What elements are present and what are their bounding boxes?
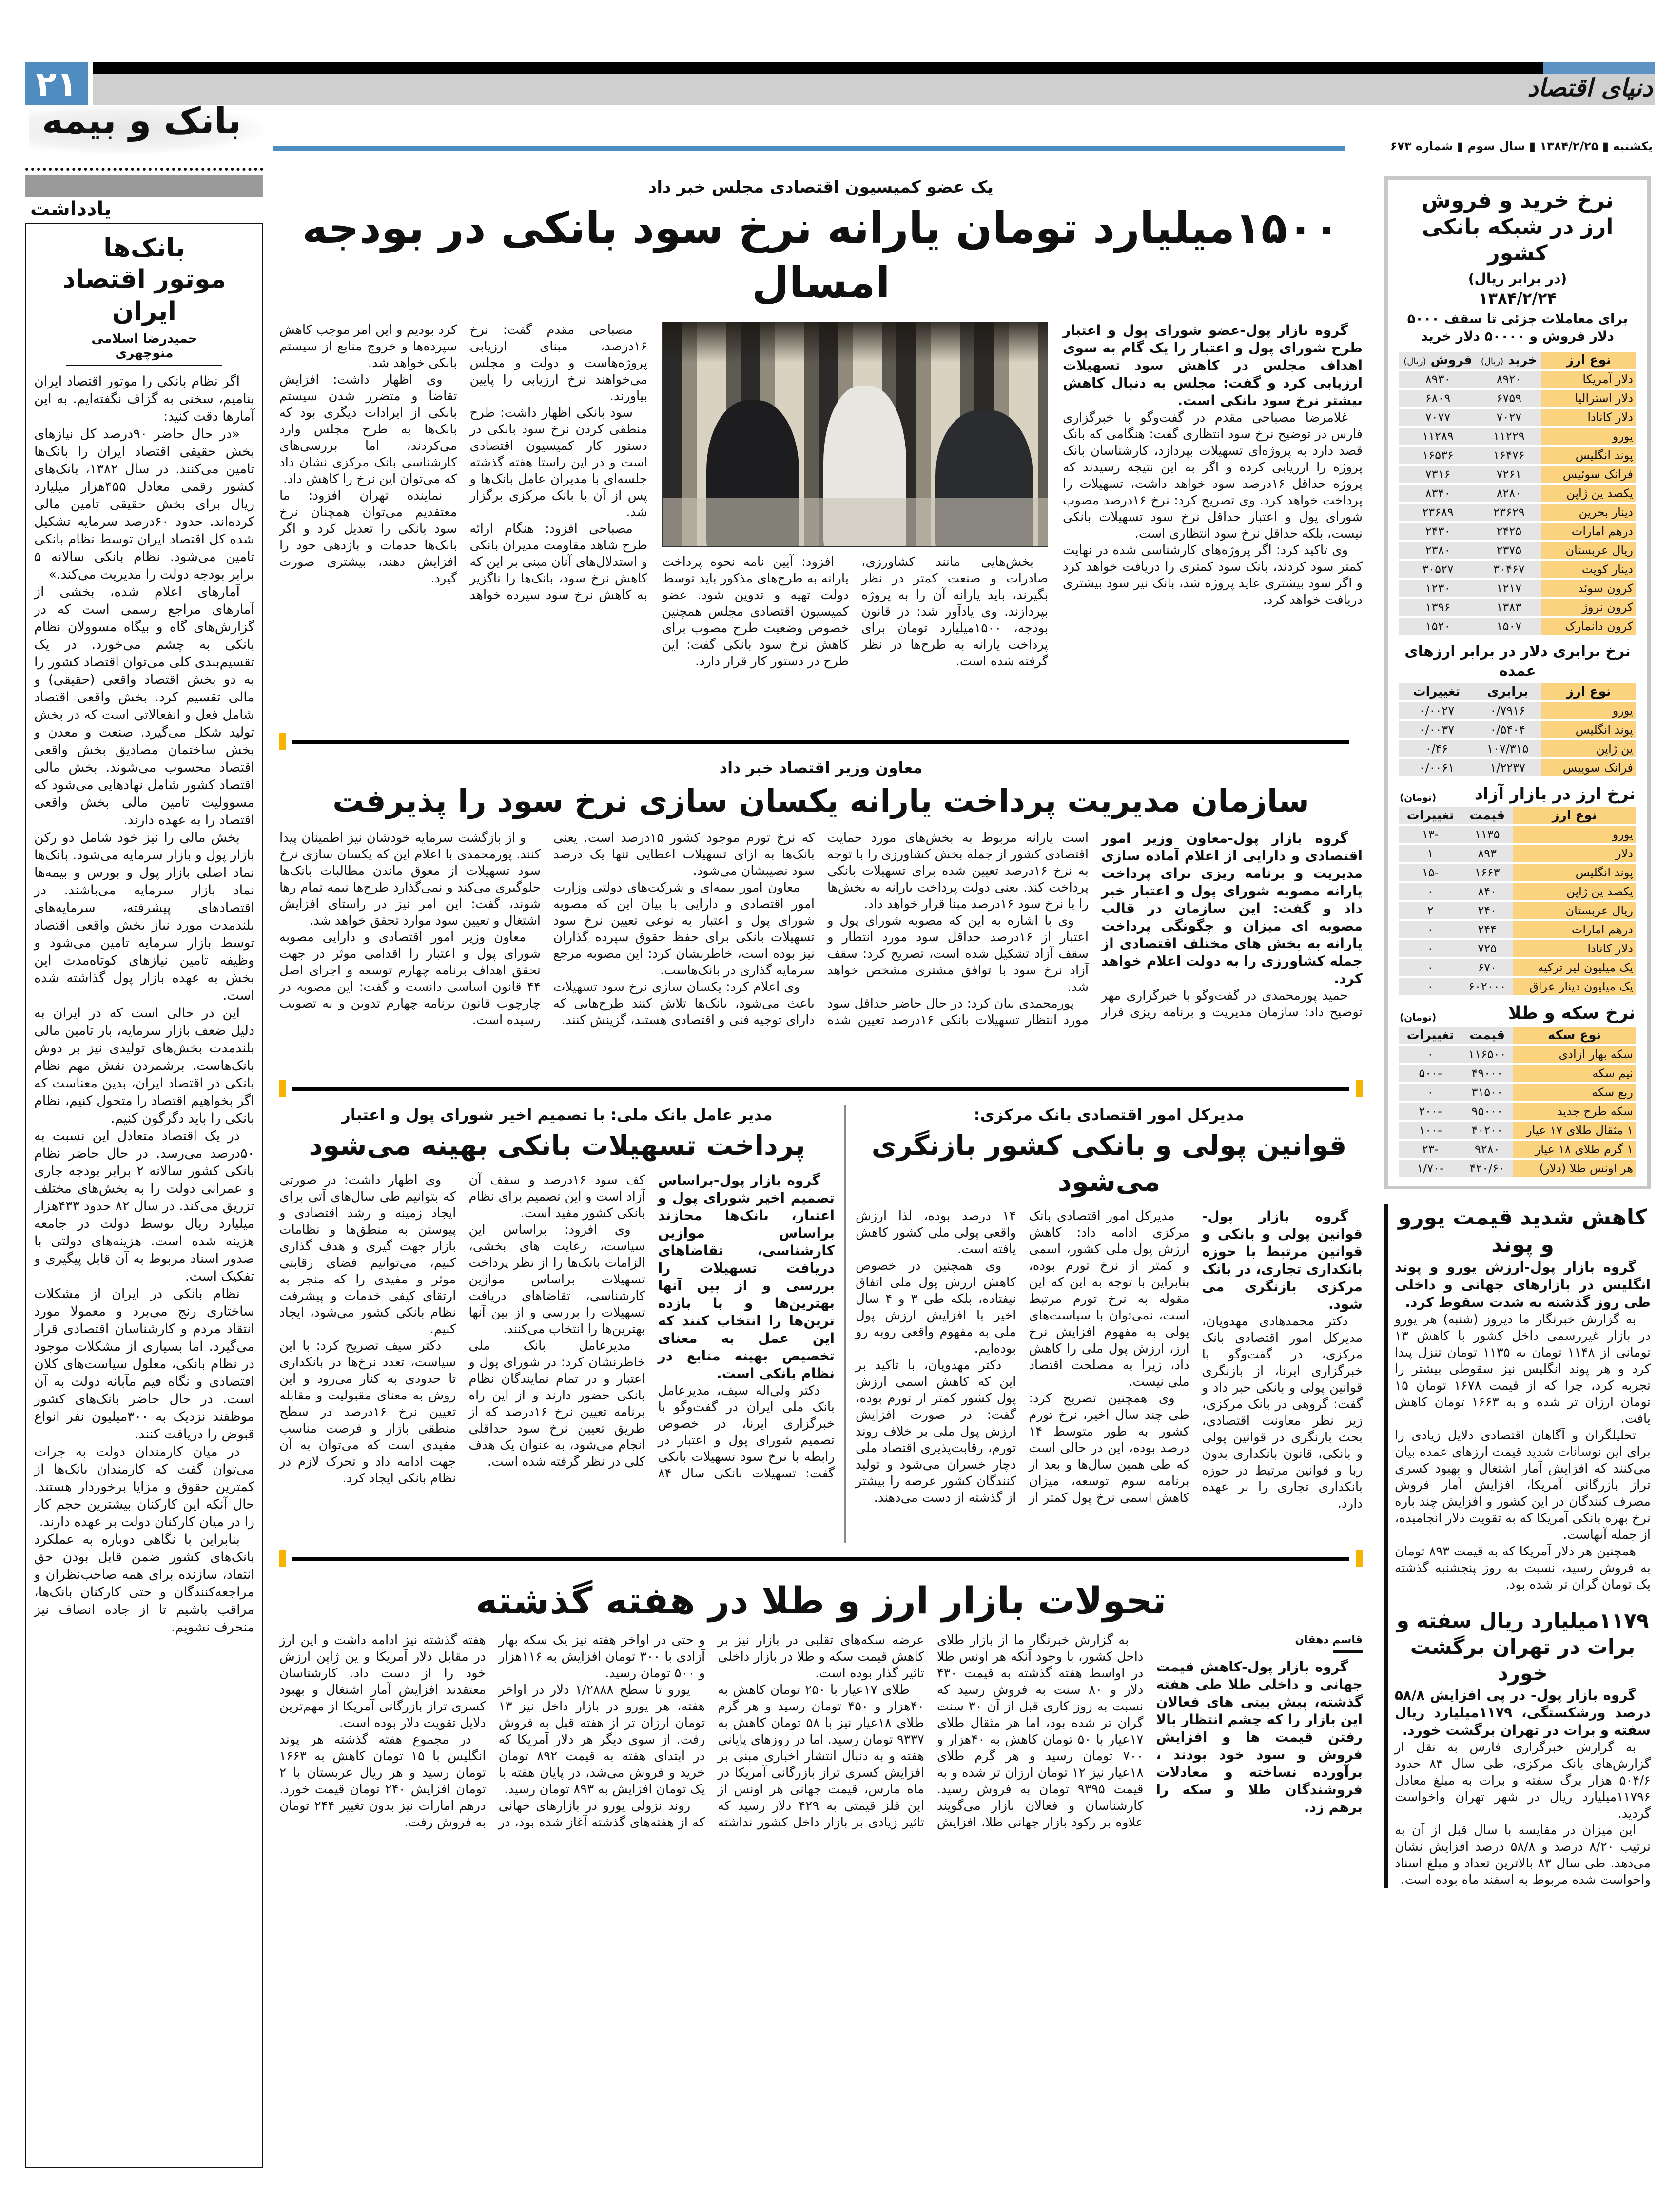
unit-label: (ریال) (1403, 356, 1426, 367)
cell-name: فرانک سوییس (1541, 759, 1636, 776)
cell-buy: ۱۲۱۷ (1477, 580, 1541, 597)
cell-sell: ۱۶۵۳۶ (1399, 447, 1477, 464)
cell-change: -۵۰۰ (1399, 1065, 1462, 1082)
cell-sell: ۱۱۲۸۹ (1399, 428, 1477, 445)
cell-buy: ۲۴۲۵ (1477, 523, 1541, 540)
cell-change: -۱/۷۰ (1399, 1160, 1462, 1177)
table-header-row (1399, 352, 1636, 369)
col-header-currency: نوع ارز (1541, 352, 1636, 369)
cell-change: -۲۳ (1399, 1141, 1462, 1158)
paragraph: به گزارش خبرگزاری فارس به نقل از گزارش‌های بانک مرکزی، طی سال ۸۳ حدود ۵۰۴/۶ هزار برگ سفته و برات به مبلغ معادل ۱۱۷۹۶میلیارد ریال در شهر تهران واخواست گردید. (1395, 1740, 1651, 1821)
paragraph: دکتر مهدویان، با تاکید بر این که کاهش اسمی ارزش پول کشور کمتر از تورم بوده، گفت: در صورت افزایش ارزش پول ملی بر خلاف روند تورم، رقابت‌پذیری اقتصاد ملی دچار خسران می‌شود و تولید کنندگان کشور عرصه را بیشتر از گذشته از دست می‌دهند. (856, 1358, 1016, 1505)
cell-buy: ۲۳۷۵ (1477, 542, 1541, 559)
paragraph: بنابراین با نگاهی دوباره به عملکرد بانک‌های کشور ضمن قابل بودن حق انتقاد، سازنده برای همه صاحب‌نظران و مراجعه‌کنندگان و حتی کارکنان بانک‌ها، مراقب باشیم تا از جاده انصاف نیز منحرف نشویم. (34, 1532, 254, 1635)
table-row (1399, 561, 1636, 578)
main-article-col-right (1063, 322, 1363, 608)
cell-price: ۸۴۰ (1462, 883, 1513, 900)
section-rule (279, 1550, 1363, 1570)
gold-unit: (تومان) (1400, 1011, 1437, 1023)
cell-price: ۹۵۰۰۰ (1462, 1103, 1513, 1120)
cell-price: ۱۶۶۳ (1462, 864, 1513, 881)
paragraph: افزود: آیین نامه نحوه پرداخت یارانه به طرح‌های مذکور باید توسط دولت تهیه و تدوین شود. عضو کمیسیون اقتصادی مجلس همچنین خصوص وضعیت طرح مصوب برای کاهش نرخ سود بانکی گفت: این طرح در دستور کار قرار دارد. (662, 555, 849, 669)
free-market-title: نرخ ارز در بازار آزاد (1474, 784, 1636, 804)
paragraph: نظام بانکی در ایران از مشکلات ساختاری رنج می‌برد و معمولا مورد انتقاد مردم و کارشناسان اقتصادی قرار می‌گیرد. اما بسیاری از مشکلات موجود در نظام بانکی، معلول سیاست‌های کلان اقتصادی و نگاه قیم مآبانه دولت به آن است. در حال حاضر بانک‌های کشور موظفند نزدیک به ۳۰۰میلیون نفر انواع قبوض را دریافت کنند. (34, 1286, 254, 1442)
table-row (1399, 523, 1636, 540)
table-row (1399, 1065, 1636, 1082)
paragraph: سود بانکی اظهار داشت: طرح منطقی کردن نرخ سود بانکی در دستور کار کمیسیون اقتصادی است و در این راستا هفته گذشته جلسه‌ای با مدیران عامل بانک‌ها و پس از آن با بانک مرکزی برگزار شد. (469, 406, 647, 520)
paragraph: وی همچنین در خصوص کاهش ارزش پول ملی اتفاق نیفتاده، بلکه طی ۳ و ۴ سال اخیر با افزایش ارزش پول ملی به مفهوم واقعی روبه رو بوده‌ایم. (856, 1259, 1016, 1356)
cell-buy: ۱۵۰۷ (1477, 618, 1541, 635)
table-header-row (1399, 1027, 1636, 1044)
rates-currency-note: (در برابر ریال) (1468, 271, 1567, 287)
subsidy-kicker: معاون وزیر اقتصاد خبر داد (719, 758, 923, 777)
weekly-body (279, 1632, 1363, 1831)
col-header-change: تغییرات (1399, 807, 1462, 824)
weekly-byline: قاسم دهقان (1295, 1634, 1363, 1646)
dotted-rule (25, 168, 263, 175)
euro-body (1395, 1259, 1651, 1593)
laws-article (856, 1105, 1363, 1512)
col-header-change: تغییرات (1399, 683, 1474, 700)
cell-change: -۱۰۰ (1399, 1122, 1462, 1139)
cell-price: ۱۱۳۵ (1462, 826, 1513, 843)
table-row (1399, 409, 1636, 426)
cell-price: ۲۴۰ (1462, 902, 1513, 919)
free-market-table (1399, 805, 1636, 997)
cell-price: ۲۴۴ (1462, 921, 1513, 938)
cell-change: ۰ (1399, 940, 1462, 957)
table-row (1399, 1103, 1636, 1120)
subsidy-headline: سازمان مدیریت پرداخت یارانه یکسان سازی نرخ سود را پذیرفت (332, 783, 1309, 819)
cell-name: یورو (1541, 428, 1636, 445)
cell-change: -۱۵ (1399, 864, 1462, 881)
paragraph: آمارهای اعلام شده، بخشی از آمارهای مراجع رسمی است که در گزارش‌های گاه و بیگاه مسوولان نظام بانکی به چشم می‌خورد. در یک تقسیم‌بندی کلی می‌توان اقتصاد کشور را به دو بخش اقتصاد واقعی (حقیقی) و مالی تقسیم کرد. بخش واقعی اقتصاد شامل فعل و انفعالاتی است که در بخش تولید شکل می‌گیرد. صنعت و معدن و بخش ساختمان مصادیق بخش واقعی اقتصاد محسوب می‌شوند. بخش مالی اقتصاد کشور شامل نهادهایی می‌شود که مسوولیت تامین مالی بخش واقعی اقتصاد را به عهده دارند. (34, 584, 254, 828)
bank-rates-table (1399, 349, 1636, 637)
dollar-parity-table (1399, 681, 1636, 778)
byline-rule (1333, 1650, 1363, 1653)
cell-rate: ۰/۷۹۱۶ (1474, 702, 1541, 719)
cell-change: ۰ (1399, 883, 1462, 900)
dateline: یکشنبه ▮ ۱۳۸۴/۲/۲۵ ▮ سال سوم ▮ شماره ۶۷۳ (1390, 139, 1653, 153)
cell-buy: ۲۳۶۲۹ (1477, 504, 1541, 521)
table-row (1399, 599, 1636, 616)
table-row (1399, 1046, 1636, 1063)
col-header-coin: نوع سکه (1513, 1027, 1636, 1044)
rule-line (292, 740, 1349, 744)
cell-name: ۱ مثقال طلای ۱۷ عیار (1513, 1122, 1636, 1139)
free-market-unit: (تومان) (1400, 792, 1437, 803)
cell-sell: ۱۲۳۰ (1399, 580, 1477, 597)
table-row (1399, 485, 1636, 502)
notes-body (1395, 1687, 1651, 1888)
rates-limit-note: برای معاملات جزئی تا سقف ۵۰۰۰ دلار فروش و ۵۰۰۰۰ دلار خرید (1407, 311, 1628, 344)
cell-name: دینار بحرین (1541, 504, 1636, 521)
laws-body (856, 1208, 1363, 1512)
cell-price: ۴۰۲۰۰ (1462, 1122, 1513, 1139)
cell-name: دلار آمریکا (1541, 371, 1636, 388)
cell-name: پوند انگلیس (1541, 447, 1636, 464)
gold-title: نرخ سکه و طلا (1508, 1003, 1636, 1023)
editorial-author: حمیدرضا اسلامی منوچهری (66, 331, 222, 366)
paragraph: مدیرکل امور اقتصادی بانک مرکزی ادامه داد: کاهش ارزش پول ملی کشور، اسمی و کمتر از نرخ تورم بوده، بنابراین با توجه به این که این مقوله به نرخ تورم مرتبط است، نمی‌توان با سیاست‌های پولی به مفهوم افزایش نرخ ارز، ارزش پول ملی را کاهش داد، زیرا به مصلحت اقتصاد ملی نیست. (1029, 1209, 1189, 1389)
table-row (1399, 721, 1636, 738)
bank-office-photo (662, 322, 1048, 547)
main-article-col-left (279, 322, 647, 603)
paragraph: وی اظهار داشت: در صورتی که بتوانیم طی سال‌های آتی برای ایجاد زمینه و رشد اقتصادی و پیوستن به منطق‌ها و نظامات بازار جهت گیری و هدف گذاری کنیم، می‌توانیم فضای رقابتی موثر و مفیدی را که منجر به ارتقای کیفی خدمات و پیشرفت نظام بانکی کشور می‌شود، ایجاد کنیم. (279, 1173, 456, 1337)
cell-price: ۴۹۰۰۰ (1462, 1065, 1513, 1082)
free-market-title-row (1388, 783, 1647, 805)
table-row (1399, 902, 1636, 919)
paragraph: وی اعلام کرد: یکسان سازی نرخ سود تسهیلات باعث می‌شود، بانک‌ها تلاش کنند طرح‌هایی که دارای توجیه فنی و اقتصادی هستند، گزینش کنند. (553, 980, 815, 1028)
two-articles-row (279, 1105, 1363, 1543)
cell-name: درهم امارات (1541, 523, 1636, 540)
cell-name: دینار کویت (1541, 561, 1636, 578)
table-header-row (1399, 683, 1636, 700)
table-row (1399, 702, 1636, 719)
cell-rate: ۰/۵۴۰۴ (1474, 721, 1541, 738)
paragraph: همچنین هر دلار آمریکا که به قیمت ۸۹۳ تومان به فروش رسید، نسبت به روز پنجشنبه گذشته یک تومان گران تر شده بود. (1395, 1544, 1651, 1592)
notes-headline: ۱۱۷۹میلیارد ریال سفته و برات در تهران برگشت خورد (1396, 1609, 1649, 1685)
cell-name: یک میلیون دینار عراق (1513, 978, 1636, 995)
cell-rate: ۱۰۷/۳۱۵ (1474, 740, 1541, 757)
table-row (1399, 978, 1636, 995)
newspaper-logo: دنیای اقتصاد (1527, 73, 1653, 102)
cell-change: ۰/۴۶ (1399, 740, 1474, 757)
cell-buy: ۱۶۴۷۶ (1477, 447, 1541, 464)
euro-paragraphs (1395, 1311, 1651, 1593)
cell-price: ۳۱۵۰۰ (1462, 1084, 1513, 1101)
paragraph: به گزارش خبرنگار ما از بازار طلای داخل کشور، با وجود آنکه هر اونس طلا در اواسط هفته گذشته به قیمت ۴۳۰ دلار و ۸۰ سنت به فروش رسید که نسبت به روز کاری قبل از آن ۳۰ سنت گران تر شده بود، اما هر مثقال طلای ۱۷عیار با ۵۰ تومان کاهش به ۴۰هزار و ۷۰۰ تومان رسید و هر گرم طلای ۱۸عیار نیز ۱۲ تومان ارزان تر شده و به قیمت ۹۳۹۵ تومان به فروش رسید. کارشناسان و فعالان بازار می‌گویند علاوه بر رکود بازار جهانی طلا، افزایش عرضه سکه‌های تقلبی در بازار نیز بر کاهش قیمت سکه و طلا در بازار داخلی تاثیر گذار بوده است. (718, 1633, 1144, 1830)
table-row (1399, 1084, 1636, 1101)
notes-lede: گروه بازار پول- در پی افزایش ۵۸/۸ درصد ورشکستگی، ۱۱۷۹میلیارد ریال سفته و برات در تهران برگشت خورد. (1395, 1687, 1651, 1738)
cell-price: ۴۲۰/۶۰ (1462, 1160, 1513, 1177)
paragraph: در مجموع هفته گذشته هر پوند انگلیس با ۱۵ تومان کاهش به ۱۶۶۳ تومان رسید و هر ریال عربستان با ۲ تومان افزایش ۲۴۰ تومان قیمت خورد. درهم امارات نیز بدون تغییر ۲۴۴ تومان به فروش رفت. (279, 1732, 486, 1830)
col-header-parity: برابری (1474, 683, 1541, 700)
cell-name: ۱ گرم طلای ۱۸ عیار (1513, 1141, 1636, 1158)
euro-headline: کاهش شدید قیمت یورو و پوند (1398, 1205, 1648, 1257)
table-row (1399, 542, 1636, 559)
col-header-change: تغییرات (1399, 1027, 1462, 1044)
cell-price: ۸۹۳ (1462, 845, 1513, 862)
table-row (1399, 390, 1636, 407)
paragraph: وی تاکید کرد: اگر پروژه‌های کارشناسی شده در نهایت کمتر سود کردند، بانک سود کمتری را دریافت خواهد کرد و اگر سود بیشتری عاید پروژه شد، بانک نیز سود بیشتری دریافت خواهد کرد. (1063, 543, 1363, 607)
table-row (1399, 1141, 1636, 1158)
col-header-price: قیمت (1462, 1027, 1513, 1044)
cell-name: ربع سکه (1513, 1084, 1636, 1101)
cell-change: ۰ (1399, 1046, 1462, 1063)
cell-change: -۱۳ (1399, 826, 1462, 843)
paragraph: طلای ۱۷عیار با ۲۵۰ تومان کاهش به ۴۰هزار و ۴۵۰ تومان رسید و هر گرم طلای ۱۸عیار نیز با ۵۸ تومان کاهش به ۹۳۳۷ تومان رسید. اما در روزهای پایانی هفته و به دنبال انتشار اخباری مبنی بر افزایش کسری تراز بازرگانی آمریکا در ماه مارس، قیمت جهانی هر اونس از این فلز قیمتی به ۴۲۹ دلار رسید که تاثیر زیادی بر بازار داخل کشور نداشته و حتی در اواخر هفته نیز یک سکه بهار آزادی با ۳۰۰ تومان افزایش به ۱۱۶هزار و ۵۰۰ تومان رسید. (498, 1633, 924, 1830)
table-row (1399, 504, 1636, 521)
cell-price: ۱۱۶۵۰۰ (1462, 1046, 1513, 1063)
cell-name: ین ژاپن (1541, 740, 1636, 757)
paragraph: پورمحمدی بیان کرد: در حال حاضر حداقل سود مورد انتظار تسهیلات بانکی ۱۶درصد تعیین شده که نرخ تورم موجود کشور ۱۵درصد است. یعنی بانک‌ها به ازای تسهیلات اعطایی تنها یک درصد سود نصیبشان می‌شود. (553, 831, 1089, 1028)
table-row (1399, 864, 1636, 881)
editorial-box (25, 223, 263, 2168)
column-divider (844, 1105, 846, 1543)
cell-name: پوند انگلیس (1513, 864, 1636, 881)
paragraph: «در حال حاضر ۹۰درصد کل نیازهای بخش حقیقی اقتصاد ایران را بانک‌ها تامین می‌کنند. در سال ۱۳۸۲، بانک‌های کشور رقمی معادل ۴۵۵هزار میلیارد ریال برای بخش حقیقی تامین مالی کرده‌اند. حدود ۶۰درصد سرمایه تشکیل شده کل اقتصاد ایران توسط نظام بانکی تامین می‌شود. نظام بانکی سالانه ۵ برابر بودجه دولت را مدیریت می‌کند.» (34, 427, 254, 582)
table-row (1399, 1122, 1636, 1139)
col-header-price: قیمت (1462, 807, 1513, 824)
section-rule (279, 1080, 1363, 1100)
main-headline: ۱۵۰۰میلیارد تومان یارانه نرخ سود بانکی در بودجه امسال (302, 203, 1340, 308)
table-row (1399, 466, 1636, 483)
cell-sell: ۲۴۳۰ (1399, 523, 1477, 540)
notes-article (1384, 1593, 1651, 1888)
cell-buy: ۱۳۸۳ (1477, 599, 1541, 616)
table-row (1399, 826, 1636, 843)
parity-title: نرخ برابری دلار در برابر ارزهای عمده (1404, 643, 1631, 679)
paragraph: یورو تا سطح ۱/۲۸۸۸ دلار در اواخر هفته، هر یورو در بازار داخل نیز ۱۳ تومان ارزان تر از هفته قبل به فروش رفت. از سوی دیگر هر دلار آمریکا که در ابتدای هفته به قیمت ۸۹۲ تومان خرید و فروش می‌شد، در پایان هفته با یک تومان افزایش به ۸۹۳ تومان رسید. (498, 1683, 705, 1797)
weekly-paragraphs (279, 1632, 1143, 1831)
editorial-column (25, 168, 263, 2168)
editorial-title-line2: موتور اقتصاد ایران (62, 265, 226, 326)
cell-name: هر اونس طلا (دلار) (1513, 1160, 1636, 1177)
cell-rate: ۱/۲۲۳۷ (1474, 759, 1541, 776)
cell-name: یکصد ین ژاپن (1513, 883, 1636, 900)
masthead-black-bar (93, 62, 1543, 74)
cell-name: یکصد ین ژاپن (1541, 485, 1636, 502)
table-row (1399, 921, 1636, 938)
cell-name: کرون دانمارک (1541, 618, 1636, 635)
paragraph: وی اظهار داشت: افزایش تقاضا و متضرر شدن سیستم بانکی از ایرادات دیگری بود که بانک‌ها به طرح مجلس وارد می‌کردند، اما بررسی‌های کارشناسی بانک مرکزی نشان داد که می‌توان این نرخ را کاهش داد. (279, 372, 457, 486)
paragraph: وی با اشاره به این که مصوبه شورای پول و اعتبار از ۱۶درصد حداقل سود مورد انتظار و سقف آزاد تشکیل شده است، تصریح کرد: سقف آزاد نرخ سود با توافق مشتری مشخص خواهد شد. (827, 913, 1089, 994)
rule-line (292, 1557, 1349, 1561)
cell-change: ۰/۰۰۶۱ (1399, 759, 1474, 776)
cell-name: ریال عربستان (1513, 902, 1636, 919)
cell-sell: ۲۳۸۰ (1399, 542, 1477, 559)
paragraph: به گزارش خبرنگار ما دیروز (شنبه) هر یورو در بازار غیررسمی داخل کشور با کاهش ۱۳ تومانی از ۱۱۴۸ تومان به ۱۱۳۵ تومان تنزل پیدا کرد و هر پوند انگلیس نیز سقوطی بیشتر را تجربه کرد، چرا که از قیمت ۱۶۷۸ تومان ۱۵ تومان ارزان تر شده و به ۱۶۶۳ تومان کاهش یافت. (1395, 1312, 1651, 1426)
section-tick (1356, 1080, 1363, 1097)
paragraph: معاون وزیر امور اقتصادی و دارایی مصوبه شورای پول و اعتبار را اقدامی موثر در جهت تحقق اهداف برنامه چهارم توسعه و اجرای اصل ۴۴ قانون اساسی دانست و گفت: این مصوبه در چارچوب قانون برنامه چهارم تدوین و به تصویب رسیده است. (279, 930, 541, 1028)
table-row (1399, 371, 1636, 388)
exchange-rates-box (1384, 176, 1651, 1189)
col-header-currency: نوع ارز (1541, 683, 1636, 700)
paragraph: اگر نظام بانکی را موتور اقتصاد ایران بنامیم، سخنی به گزاف نگفته‌ایم. به این آمارها دقت کنید: (34, 374, 254, 424)
subsidy-lede: گروه بازار پول-معاون وزیر امور اقتصادی و دارایی از اعلام آماده سازی مدیریت و برنامه ریزی برای پرداخت یارانه مصوبه شورای پول و اعتبار خبر داد و گفت: این سازمان در قالب مصوبه ای میزان و چگونگی پرداخت یارانه به بخش های مختلف اقتصادی از جمله کشاورزی را به دولت اعلام خواهد کرد. (1101, 830, 1363, 987)
laws-lede: گروه بازار پول- قوانین پولی و بانکی و قوانین مرتبط با حوزه بانکداری تجاری، در بانک مرکزی بازنگری می شود. (1202, 1208, 1363, 1312)
cell-buy: ۸۲۸۰ (1477, 485, 1541, 502)
section-tick (279, 733, 286, 750)
paragraph: در یک اقتصاد متعادل این نسبت به ۵۰درصد می‌رسد. در حال حاضر نظام بانکی کشور سالانه ۲ برابر بودجه جاری و عمرانی دولت را به بخش‌های مختلف تزریق می‌کند. در سال ۸۲ حدود ۴۳۳هزار میلیارد ریال توسط دولت در جامعه هزینه شده است. هزینه‌های دولتی با صدور اسناد مربوط به آن قابل پیگیری و تفکیک است. (34, 1128, 254, 1284)
cell-sell: ۱۵۲۰ (1399, 618, 1477, 635)
rule-line (292, 1087, 1349, 1091)
cell-sell: ۶۸۰۹ (1399, 390, 1477, 407)
paragraph: غلامرضا مصباحی مقدم در گفت‌وگو با خبرگزاری فارس در توضیح نرخ سود انتظاری گفت: هنگامی که بانک قصد دارد به پروژه‌ای تسهیلات بپردازد، کارشناسان بانک پروژه را ارزیابی کرده و اگر به این نتیجه رسیدند که پروژه حداقل ۱۶درصد سود خواهد داشت، تسهیلات را پرداخت خواهد کرد. وی تصریح کرد: نرخ ۱۶درصد مصوب شورای پول و اعتبار حداقل نرخ سود تسهیلات بانکی نیست، بلکه حداقل نرخ سود انتظاری است. (1063, 410, 1363, 541)
cell-buy: ۷۰۲۷ (1477, 409, 1541, 426)
cell-buy: ۳۰۴۶۷ (1477, 561, 1541, 578)
col-header-buy (1477, 352, 1541, 369)
masthead-accent (1543, 62, 1655, 74)
cell-change: ۰ (1399, 921, 1462, 938)
cell-price: ۹۲۸۰ (1462, 1141, 1513, 1158)
cell-change: ۱ (1399, 845, 1462, 862)
cell-name: یورو (1541, 702, 1636, 719)
cell-sell: ۸۳۴۰ (1399, 485, 1477, 502)
cell-name: دلار کانادا (1541, 409, 1636, 426)
euro-article (1384, 1204, 1651, 1593)
col-header-currency: نوع ارز (1513, 807, 1636, 824)
cell-change: ۰ (1399, 1084, 1462, 1101)
cell-name: پوند انگلیس (1541, 721, 1636, 738)
paragraph: نماینده تهران افزود: ما معتقدیم می‌توان همچنان نرخ سود بانکی را تعدیل کرد و اگر بانک‌ها خدمات و بازدهی خود را افزایش دهند، بیشتری صورت گیرد. (279, 488, 457, 586)
paragraph: مدیرعامل بانک ملی خاطرنشان کرد: در شورای پول و اعتبار و در تمام نمایندگان نظام بانکی حضور دارند و از این راه برنامه تعیین نرخ ۱۶درصد که از طریق تعیین نرخ سود حداقلی انجام می‌شود، به عنوان یک هدف کلی در نظر گرفته شده است. (468, 1339, 645, 1469)
paragraph: دکتر ولی‌اله سیف، مدیرعامل بانک ملی ایران در گفت‌وگو با خبرگزاری ایرنا، در خصوص تصمیم شورای پول و اعتبار در رابطه با نرخ سود تسهیلات بانکی گفت: تسهیلات بانکی سال ۸۴ کف سود ۱۶درصد و سقف آن آزاد است و این تصمیم برای نظام بانکی کشور مفید است. (468, 1173, 835, 1481)
table-row (1399, 580, 1636, 597)
paragraph: روند نزولی یورو در بازارهای جهانی که از هفته‌های گذشته آغاز شده بود، در هفته گذشته نیز ادامه داشت و این ارز در مقابل دلار آمریکا و ین ژاپن ارزش خود را از دست داد. کارشناسان معتقدند افزایش آمار اشتغال و بهبود کسری تراز بازرگانی آمریکا از مهم‌ترین دلایل تقویت دلار بوده است. (279, 1633, 705, 1830)
subsidy-body (279, 830, 1363, 1073)
main-kicker: یک عضو کمیسیون اقتصادی مجلس خبر داد (648, 177, 994, 197)
table-row (1399, 959, 1636, 976)
cell-name: یک میلیون لیر ترکیه (1513, 959, 1636, 976)
section-tick (1356, 1550, 1363, 1567)
cell-change: ۰ (1399, 959, 1462, 976)
cell-change: -۲۰۰ (1399, 1103, 1462, 1120)
cell-sell: ۱۳۹۶ (1399, 599, 1477, 616)
cell-change: ۰/۰۰۳۷ (1399, 721, 1474, 738)
paragraph: بخش مالی را نیز خود شامل دو رکن بازار پول و بازار سرمایه می‌شود. بانک‌ها نماد اصلی بازار پول و بورس و بیمه‌ها نماد بازار سرمایه می‌باشند. در اقتصادهای پیشرفته، سرمایه‌های بلندمدت مورد نیاز بخش واقعی اقتصاد توسط بازار سرمایه تامین می‌شود و وظیفه تامین نیازهای کوتاه‌مدت این بخش به عهده بازار پول گذاشته شده است. (34, 830, 254, 1003)
main-area (279, 176, 1363, 1831)
cell-name: نیم سکه (1513, 1065, 1636, 1082)
cell-name: دلار (1513, 845, 1636, 862)
cell-sell: ۳۰۵۲۷ (1399, 561, 1477, 578)
editorial-title-line1: بانک‌ها (103, 233, 185, 263)
paragraph: وی افزود: براساس این سیاست، رعایت های بخشی، الزامات بانک‌ها را از نظر پرداخت تسهیلات براساس موازین کارشناسی، تقاضاهای دریافت تسهیلات را بررسی و از بین آنها بهترین‌ها را انتخاب می‌کنند. (468, 1222, 645, 1337)
header-rule (273, 146, 1345, 151)
paragraph: مصباحی افزود: هنگام ارائه طرح شاهد مقاومت مدیران بانکی و استدلال‌های آنان مبنی بر این که کاهش نرخ سود، بانک‌ها را ناگزیر به کاهش نرخ سود سپرده خواهد کرد بودیم و این امر موجب کاهش سپرده‌ها و خروج منابع از سیستم بانکی خواهد شد. (279, 323, 647, 602)
table-row (1399, 447, 1636, 464)
cell-change: ۰/۰۰۲۷ (1399, 702, 1474, 719)
notes-paragraphs (1395, 1739, 1651, 1888)
table-row (1399, 428, 1636, 445)
cell-name: دلار کانادا (1513, 940, 1636, 957)
cell-price: ۷۲۵ (1462, 940, 1513, 957)
euro-lede: گروه بازار پول-ارزش یورو و پوند انگلیس در بازارهای جهانی و داخلی طی روز گذشته به شدت سقوط کرد. (1395, 1259, 1651, 1310)
rates-title: نرخ خرید و فروش ارز در شبکه بانکی کشور (1421, 188, 1614, 266)
cell-name: درهم امارات (1513, 921, 1636, 938)
cell-name: کرون سوئد (1541, 580, 1636, 597)
loans-lede: گروه بازار پول-براساس تصمیم اخیر شورای پول و اعتبار، بانک‌ها مجازند براساس موازین کارشناسی، تقاضاهای دریافت تسهیلات را بررسی و از بین آنها بهترین‌ها و با بازده ترین‌ها را انتخاب کنند که این عمل به معنای تخصیص بهینه منابع در نظام بانکی است. (658, 1172, 835, 1381)
cell-name: یورو (1513, 826, 1636, 843)
cell-price: ۶۰۲۰۰۰ (1462, 978, 1513, 995)
col-header-sell (1399, 352, 1477, 369)
section-tick (279, 1080, 286, 1097)
sell-label: فروش (1430, 353, 1472, 368)
table-row (1399, 845, 1636, 862)
cell-name: کرون نروژ (1541, 599, 1636, 616)
laws-kicker: مدیرکل امور اقتصادی بانک مرکزی: (974, 1106, 1245, 1124)
cell-price: ۶۷۰ (1462, 959, 1513, 976)
cell-buy: ۷۲۶۱ (1477, 466, 1541, 483)
paragraph: معاون امور بیمه‌ای و شرکت‌های دولتی وزارت امور اقتصادی و دارایی با بیان این که مصوبه شورای پول و اعتبار به نوعی تعیین نرخ سود تسهیلات بانکی برای حفظ حقوق سپرده گذاران نیز بوده است، خاطرنشان کرد: این مصوبه مرجع سرمایه گذاری در بانک‌هاست. (553, 880, 815, 978)
cell-name: سکه بهار آزادی (1513, 1046, 1636, 1063)
loans-article (279, 1105, 835, 1487)
main-article (279, 322, 1363, 726)
loans-kicker: مدیر عامل بانک ملی: با تصمیم اخیر شورای پول و اعتبار (341, 1106, 773, 1124)
main-article-under-photo (662, 554, 1048, 670)
table-row (1399, 740, 1636, 757)
cell-change: ۲ (1399, 902, 1462, 919)
cell-buy: ۶۷۵۹ (1477, 390, 1541, 407)
loans-headline: پرداخت تسهیلات بانکی بهینه می‌شود (309, 1130, 805, 1162)
gray-bar (25, 175, 263, 197)
masthead-band (93, 74, 1655, 105)
section-tick (279, 1550, 286, 1567)
paragraph: دکتر سیف تصریح کرد: با این سیاست، تعدد نرخ‌ها در بانکداری تا حدودی به کنار می‌رود و این روش به معنای مقبولیت و مقابله تعیین نرخ ۱۶درصد در سطح منطقی بازار و فرصت مناسب مفیدی است که می‌توان به آن جهت ادامه داد و تحرک لازم در نظام بانکی ایجاد کرد. (279, 1339, 456, 1486)
table-row (1399, 759, 1636, 776)
editorial-body (34, 373, 254, 1636)
cell-name: سکه طرح جدید (1513, 1103, 1636, 1120)
unit-label: (ریال) (1481, 356, 1504, 367)
cell-sell: ۷۳۱۶ (1399, 466, 1477, 483)
section-title: بانک و بیمه (42, 100, 242, 142)
cell-name: ریال عربستان (1541, 542, 1636, 559)
cell-name: دلار استرالیا (1541, 390, 1636, 407)
weekly-headline: تحولات بازار ارز و طلا در هفته گذشته (475, 1579, 1167, 1622)
paragraph: و از بازگشت سرمایه خودشان نیز اطمینان پیدا کنند. پورمحمدی با اعلام این که یکسان سازی نرخ سود تسهیلات از معوق ماندن مطالبات بانک‌ها جلوگیری می‌کند و نمی‌گذارد طرح‌ها نیمه تمام رها شوند، گفت: این امر نیز در راستای افزایش اشتغال و تعیین سود موارد تحقق خواهد شد. (279, 831, 541, 928)
paragraph: در میان کارمندان دولت به جرات می‌توان گفت که کارمندان بانک‌ها از کمترین حقوق و مزایا برخوردار هستند. حال آنکه این کارکنان بیشترین حجم کار را در میان کارکنان دولت بر عهده دارند. (34, 1444, 254, 1530)
paragraph: دکتر محمدهادی مهدویان، مدیرکل امور اقتصادی بانک مرکزی، در گفت‌وگو با خبرگزاری ایرنا، از بازنگری قوانین پولی و بانکی خبر داد و گفت: گروهی در بانک مرکزی، زیر نظر معاونت اقتصادی، بحث بازنگری در قوانین پولی و بانکی، قانون بانکداری بدون ربا و قوانین مرتبط در حوزه بانکداری تجاری را بر عهده دارد. (1202, 1314, 1363, 1511)
laws-headline: قوانین پولی و بانکی کشور بازنگری می‌شود (871, 1130, 1347, 1198)
cell-sell: ۸۹۳۰ (1399, 371, 1477, 388)
table-header-row (1399, 807, 1636, 824)
cell-name: فرانک سوئیس (1541, 466, 1636, 483)
paragraph: حمید پورمحمدی در گفت‌وگو با خبرگزاری مهر توضیح داد: سازمان مدیریت و برنامه ریزی قرار است یارانه مربوط به بخش‌های مورد حمایت اقتصادی کشور از جمله بخش کشاورزی را با توجه به نرخ ۱۶درصد تعیین شده برای تسهیلات بانکی پرداخت کند. بعنی دولت پرداخت یارانه به بخش‌ها را با نرخ سود ۱۶درصد مبنا قرار خواهد داد. (827, 831, 1363, 1020)
page-number: ۲۱ (25, 62, 88, 105)
buy-label: خرید (1508, 353, 1537, 368)
table-row (1399, 883, 1636, 900)
cell-buy: ۸۹۲۰ (1477, 371, 1541, 388)
rates-date: ۱۳۸۴/۲/۲۴ (1478, 289, 1557, 308)
main-lede: گروه بازار پول-عضو شورای پول و اعتبار طرح شورای پول و اعتبار را یک گام به سوی اهداف مجلس در کاهش سود تسهیلات ارزیابی کرد و گفت: مجلس به دنبال کاهش بیشتر نرخ سود بانکی است. (1063, 322, 1363, 408)
gold-title-row (1388, 1002, 1647, 1025)
paragraph: تحلیلگران و آگاهان اقتصادی دلایل زیادی را برای این نوسانات شدید قیمت ارزهای عمده بیان می‌کنند که افزایش آمار اشتغال و بهبود کسری تراز بازرگانی آمریکا، افزایش آمار فروش مصرف کنندگان در این کشور و افزایش چند باره نرخ بهره بانکی آمریکا که به تقویت دلار انجامیده، از جمله آنهاست. (1395, 1428, 1651, 1542)
right-sidebar (1384, 176, 1651, 1888)
table-row (1399, 940, 1636, 957)
table-row (1399, 618, 1636, 635)
cell-sell: ۲۳۶۸۹ (1399, 504, 1477, 521)
editorial-label: یادداشت (30, 198, 112, 220)
paragraph: این در حالی است که در ایران به دلیل ضعف بازار سرمایه، بار تامین مالی بلندمدت بخش‌های تولیدی نیز بر دوش بانک‌هاست. برشمردن نقش مهم نظام بانکی در اقتصاد ایران، بدین معناست که اگر بخواهیم اقتصاد را متحول کنیم، نظام بانکی را باید دگرگون کنیم. (34, 1006, 254, 1126)
cell-change: ۰ (1399, 978, 1462, 995)
main-article-center (662, 322, 1048, 670)
paragraph: این میزان در مقایسه با سال قبل از آن به ترتیب ۸/۲۰ درصد و ۵۸/۸ درصد افزایش نشان می‌دهد. طی سال ۸۳ بالاترین تعداد و مبلغ اسناد واخواست شده مربوط به اسفند ماه بوده است. (1395, 1823, 1651, 1887)
section-rule (279, 733, 1363, 753)
paragraph: بخش‌هایی مانند کشاورزی، صادرات و صنعت کمتر در نظر بگیرند، باید یارانه آن را به پروژه بپردازند. وی یادآور شد: در قانون بودجه، ۱۵۰۰میلیارد تومان برای پرداخت یارانه به طرح‌ها در نظر گرفته شده است. (861, 555, 1048, 669)
cell-buy: ۱۱۲۲۹ (1477, 428, 1541, 445)
table-row (1399, 1160, 1636, 1177)
loans-body (279, 1172, 835, 1487)
gold-coin-table (1399, 1025, 1636, 1179)
cell-sell: ۷۰۷۷ (1399, 409, 1477, 426)
paragraph: مصباحی مقدم گفت: نرخ ۱۶درصد، مبنای ارزیابی پروژه‌هاست و دولت و مجلس می‌خواهند نرخ ارزیابی را پایین بیاورند. (469, 323, 647, 404)
paragraph: وی همچنین تصریح کرد: طی چند سال اخیر، نرخ تورم کشور به طور متوسط ۱۴ درصد بوده، این در حالی است که طی همین سال‌ها و بعد از برنامه سوم توسعه، میزان کاهش اسمی نرخ پول کمتر از ۱۴ درصد بوده، لذا ارزش واقعی پولی ملی کشور کاهش یافته است. (856, 1209, 1189, 1505)
weekly-lede: گروه بازار پول-کاهش قیمت جهانی و داخلی طلا طی هفته گذشته، پیش بینی های فعالان این بازار را که چشم انتظار بالا رفتن قیمت ها و افزایش فروش و سود خود بودند ، برآورده نساخته و معادلات فروشندگان طلا و سکه را برهم زد. (1156, 1659, 1363, 1815)
